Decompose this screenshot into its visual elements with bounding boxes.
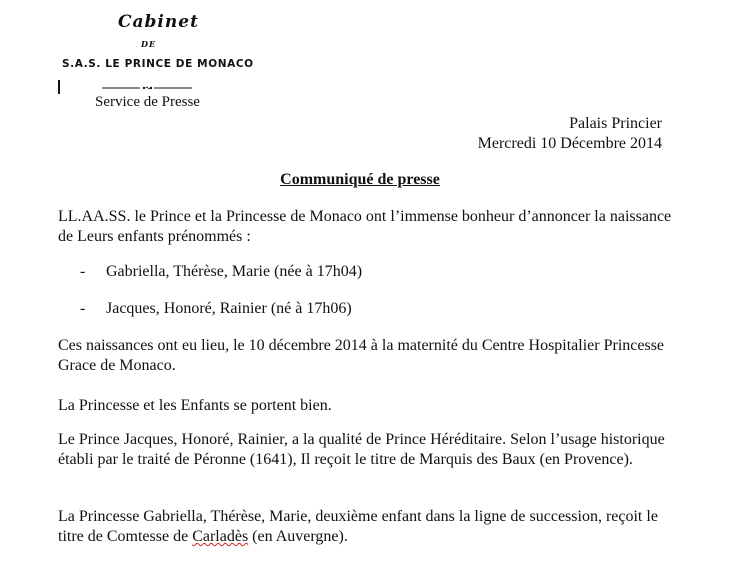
place-date-block	[478, 114, 662, 154]
paragraph-intro: LL.AA.SS. le Prince et la Princesse de Monaco ont l’immense bonheur d’annoncer la naissance de Leurs enfants prénommés :	[58, 208, 672, 245]
ornament-divider-icon	[102, 85, 192, 91]
paragraph-births: Ces naissances ont eu lieu, le 10 décembre 2014 à la maternité du Centre Hospitalier Princesse Grace de Monaco.	[58, 337, 665, 374]
paragraph-prince-title: Le Prince Jacques, Honoré, Rainier, a la qualité de Prince Héréditaire. Selon l’usage historique établi par le traité de Péronne (1641), Il reçoit le titre de Marquis des Baux (en Provence).	[58, 431, 665, 468]
princess-title-start: La Princesse Gabriella, Thérèse, Marie, deuxième enfant dans la ligne de succession, reçoit le titre de Comtesse de	[58, 508, 658, 545]
list-dash: -	[80, 263, 86, 280]
list-item-text: Gabriella, Thérèse, Marie (née à 17h04)	[106, 263, 363, 280]
princess-title-end: (en Auvergne).	[248, 528, 348, 545]
list-item-text: Jacques, Honoré, Rainier (né à 17h06)	[106, 300, 352, 317]
date-line: Mercredi 10 Décembre 2014	[477, 135, 662, 152]
paragraph-health: La Princesse et les Enfants se portent bien.	[58, 397, 332, 414]
letterhead-prince: S.A.S. LE PRINCE DE MONACO	[62, 58, 254, 70]
document-heading: Communiqué de presse	[280, 171, 440, 188]
letterhead-cabinet: Cabinet	[118, 12, 199, 32]
letterhead-service: Service de Presse	[95, 94, 200, 110]
place-line: Palais Princier	[569, 115, 662, 132]
list-item	[80, 299, 352, 319]
paragraph-princess-title	[58, 507, 678, 547]
text-cursor	[58, 80, 60, 94]
list-dash: -	[80, 300, 86, 317]
letterhead-de: DE	[141, 39, 157, 49]
list-item	[80, 262, 362, 282]
spellcheck-word: Carladès	[192, 528, 249, 545]
